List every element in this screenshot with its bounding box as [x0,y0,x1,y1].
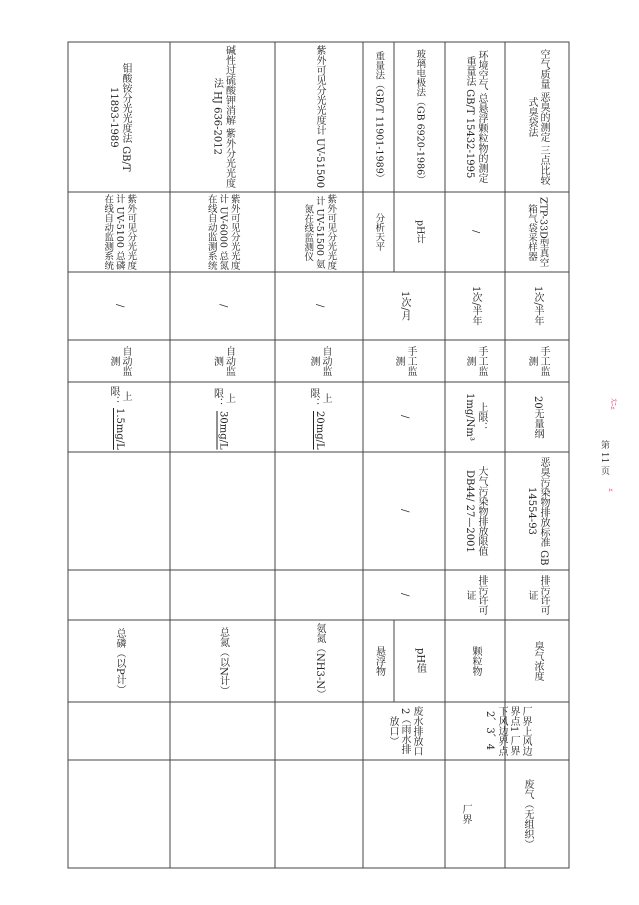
location-cell: 厂界 [460,804,471,824]
pollutant-cell: 氨氮（NH3-N） [314,623,325,699]
limit-label: 上限： [308,387,331,408]
monitor-type-cell: 自动监测 [108,346,131,376]
frequency-cell: 1次/月 [399,291,410,321]
monitor-type-cell: 自动监测 [211,346,235,376]
standard-cell: / [399,509,410,513]
point-cell: 厂界上风边界点1 厂界下风边界点2、3、4 [484,706,531,756]
limit-label: 上限： [211,387,235,408]
monitor-type-cell: 手工监测 [393,346,416,376]
frequency-cell: / [217,304,229,308]
limit-cell [68,382,170,452]
limit-label: 上限： [108,386,131,407]
basis-cell [68,570,363,620]
limit-value: 30mg/L [217,411,229,450]
standard-cell [68,452,363,570]
limit-cell [275,382,363,452]
limit-cell: 上限：1mg/Nm³ [464,393,487,441]
limit-cell [170,382,275,452]
method-cell: 紫外可见分光光度计 UV-51500 [314,45,325,189]
point-cell: 废水排放口2（雨水排放口） [387,706,422,756]
standard-cell: 恶臭污染物排放标准 GB 14554-93 [526,456,549,566]
pollutant-cell: 总磷（以P计） [114,627,125,695]
method-cell: 空气质量 恶臭的测定 三点比较式臭袋法 [526,48,549,186]
instrument-cell: pH计 [414,220,426,244]
basis-cell: 排污许可证 [464,575,487,615]
method-cell: 环境空气 总悬浮颗粒物的测定 重量法 GB/T 15432-1995 [464,50,487,184]
basis-cell: / [399,593,410,597]
pollutant-cell: 总氮（以N计） [217,626,229,696]
frequency-cell: / [114,304,125,308]
standard-cell: 大气污染物排放限值 DB44/ 27—2001 [464,466,487,556]
monitor-type-cell: 自动监测 [308,346,331,376]
instrument-cell: 分析天平 [373,213,385,251]
instrument-cell: 紫外可见分光光度计 UV-51500 氨氮在线监测仪 [302,194,337,270]
pollutant-cell: pH值 [414,648,426,674]
category-cell: 废气（无组织） [522,779,533,849]
stamp-mark: ｪ [607,488,616,492]
limit-value: 20mg/L [314,411,325,450]
limit-cell: 20无量纲 [532,395,543,439]
basis-cell: 排污许可证 [526,575,549,615]
instrument-cell: / [469,230,481,234]
monitor-type-cell: 手工监测 [526,346,549,376]
limit-cell: / [399,415,410,419]
method-cell: 碱性过硫酸钾消解 紫外分光光度法 HJ 636-2012 [211,45,235,189]
method-cell: 玻璃电极法（GB 6920-1986） [414,49,426,185]
frequency-cell: / [314,304,325,308]
pollutant-cell: 悬浮物 [373,646,385,676]
instrument-cell: ZTP-33D型真空箱气袋采样器 [526,196,549,268]
instrument-cell: 紫外可见分光光度计 UV-6000 总氮在线自动监测系统 [205,194,240,270]
instrument-cell: 紫外可见分光光度计 UV-5100 总磷在线自动监测系统 [102,194,137,270]
pollutant-cell: 颗粒物 [470,646,481,676]
frequency-cell: 1次/半年 [532,286,543,326]
limit-value: 1.5mg/L [114,408,125,450]
monitor-type-cell: 手工监测 [464,346,487,376]
page-number: 第 11 页 [599,440,609,476]
stamp-mark: ｽﾆｪ [609,398,618,410]
method-cell: 重量法（GB/T 11901-1989） [373,50,385,184]
frequency-cell: 1次/半年 [470,286,481,326]
pollutant-cell: 臭气浓度 [532,641,543,681]
method-cell: 钼酸铵分光光度法 GB/T 11893-1989 [108,62,131,172]
